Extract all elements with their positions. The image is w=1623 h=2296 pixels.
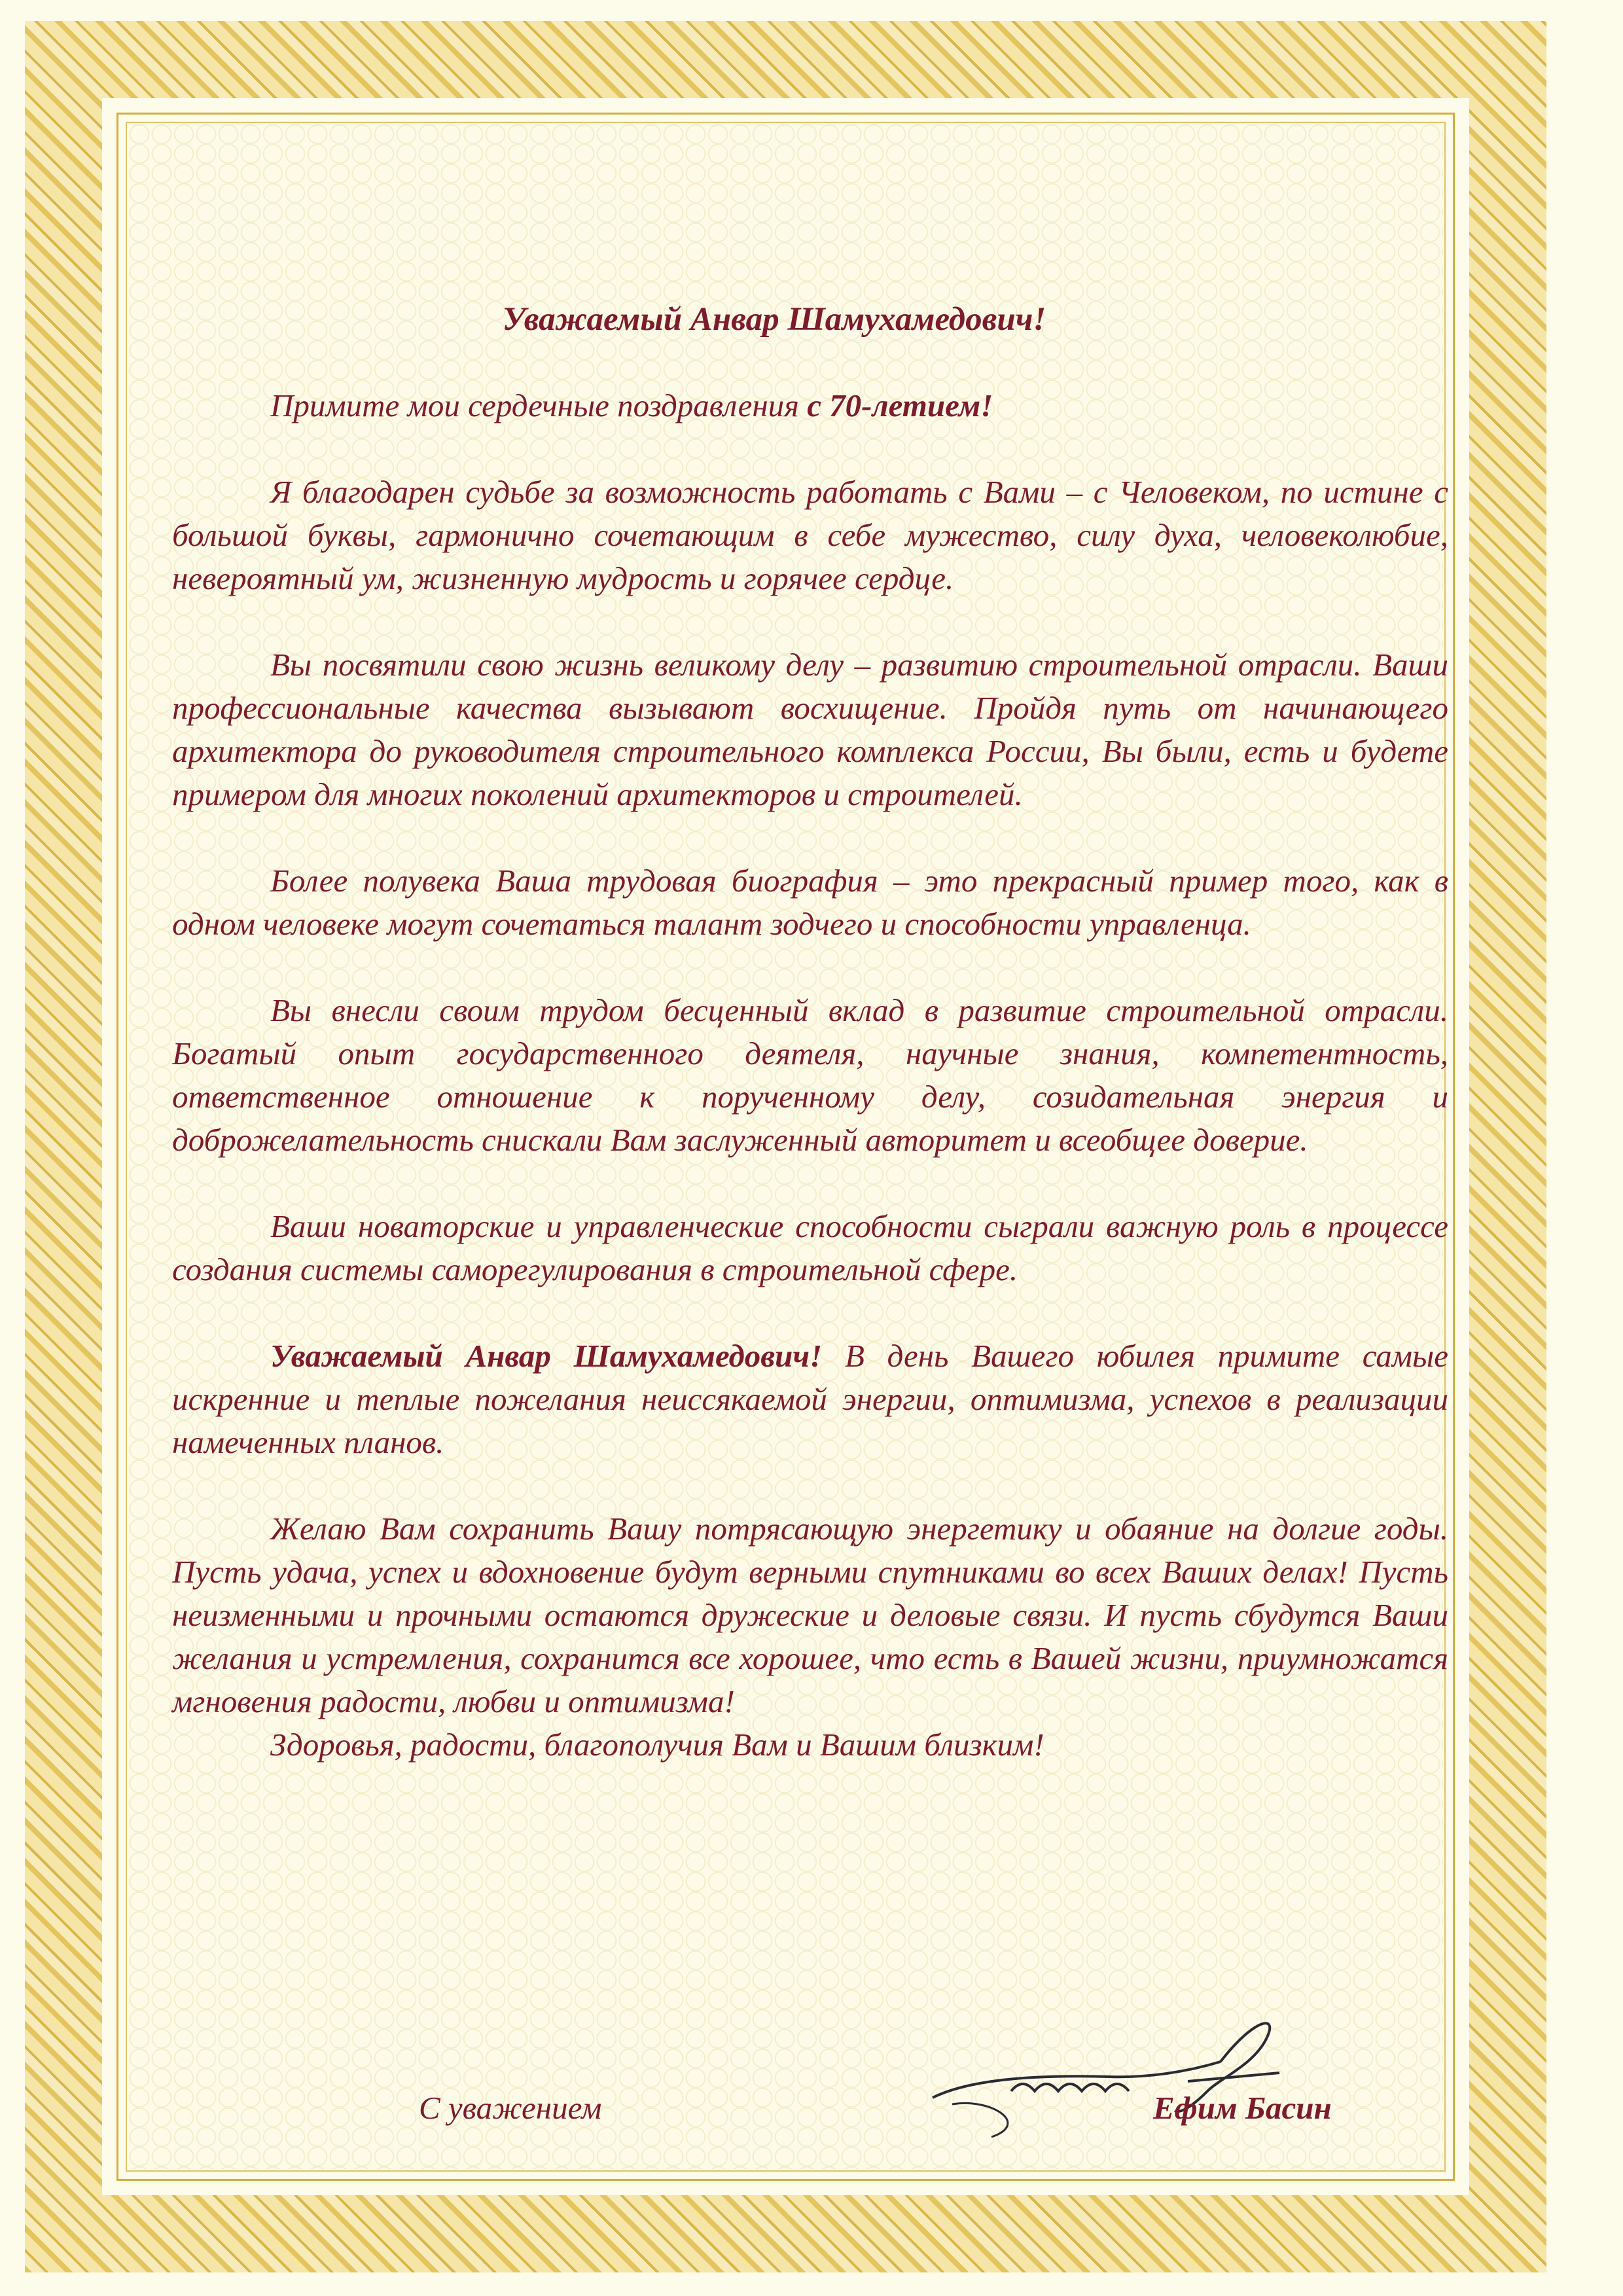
paragraph-innovation: Ваши новаторские и управленческие способности сыграли важную роль в процессе создания системы саморегулирования в строительной сфере.: [172, 1208, 1448, 1287]
paragraph-biography: Более полувека Ваша трудовая биография – это прекрасный пример того, как в одном человеке могут сочетаться талант зодчего и способности управленца.: [172, 863, 1448, 942]
anniversary-highlight: с 70-летием!: [807, 387, 993, 423]
closing-regards: С уважением: [419, 2090, 602, 2126]
letter-body: [172, 298, 1448, 1767]
paragraph-health: Здоровья, радости, благополучия Вам и Вашим близким!: [270, 1727, 1044, 1763]
paragraph-career: Вы посвятили свою жизнь великому делу – развитию строительной отрасли. Ваши профессиональные качества вызывают восхищение. Пройдя путь от начинающего архитектора до руководителя строительного комплекса России, Вы были, есть и будете примером для многих поколений архитекторов и строителей.: [172, 647, 1448, 812]
paragraph-gratitude: Я благодарен судьбе за возможность работать с Вами – с Человеком, по истине с большой буквы, гармонично сочетающим в себе мужество, силу духа, человеколюбие, невероятный ум, жизненную мудрость и горячее сердце.: [172, 474, 1448, 596]
paragraph-congratulation-text: Примите мои сердечные поздравления: [270, 387, 808, 423]
paragraph-wishes: Желаю Вам сохранить Вашу потрясающую энергетику и обаяние на долгие годы. Пусть удача, успех и вдохновение будут верными спутниками во всех Ваших делах! Пусть неизменными и прочными остаются дружеские и деловые связи. И пусть сбудутся Ваши желания и устремления, сохранится все хорошее, что есть в Вашей жизни, приумножатся мгновения радости, любви и оптимизма!: [172, 1511, 1448, 1719]
salutation: Уважаемый Анвар Шамухамедович!: [502, 301, 1046, 338]
paragraph-congratulation: [172, 384, 1448, 427]
paragraph-jubilee-wishes: [172, 1335, 1448, 1464]
letter-closing: [0, 2089, 1623, 2142]
paragraph-jubilee-wishes-text: В день Вашего юбилея примите самые искренние и теплые пожелания неиссякаемой энергии, оптимизма, успехов в реализации намеченных планов.: [172, 1338, 1448, 1460]
signatory-name: Ефим Басин: [1153, 2090, 1332, 2126]
paragraph-contribution: Вы внесли своим трудом бесценный вклад в развитие строительной отрасли. Богатый опыт государственного деятеля, научные знания, компетентность, ответственное отношение к порученному делу, созидательная энергия и доброжелательность снискали Вам заслуженный авторитет и всеобщее доверие.: [172, 992, 1448, 1158]
salutation-repeat: Уважаемый Анвар Шамухамедович!: [270, 1338, 823, 1374]
